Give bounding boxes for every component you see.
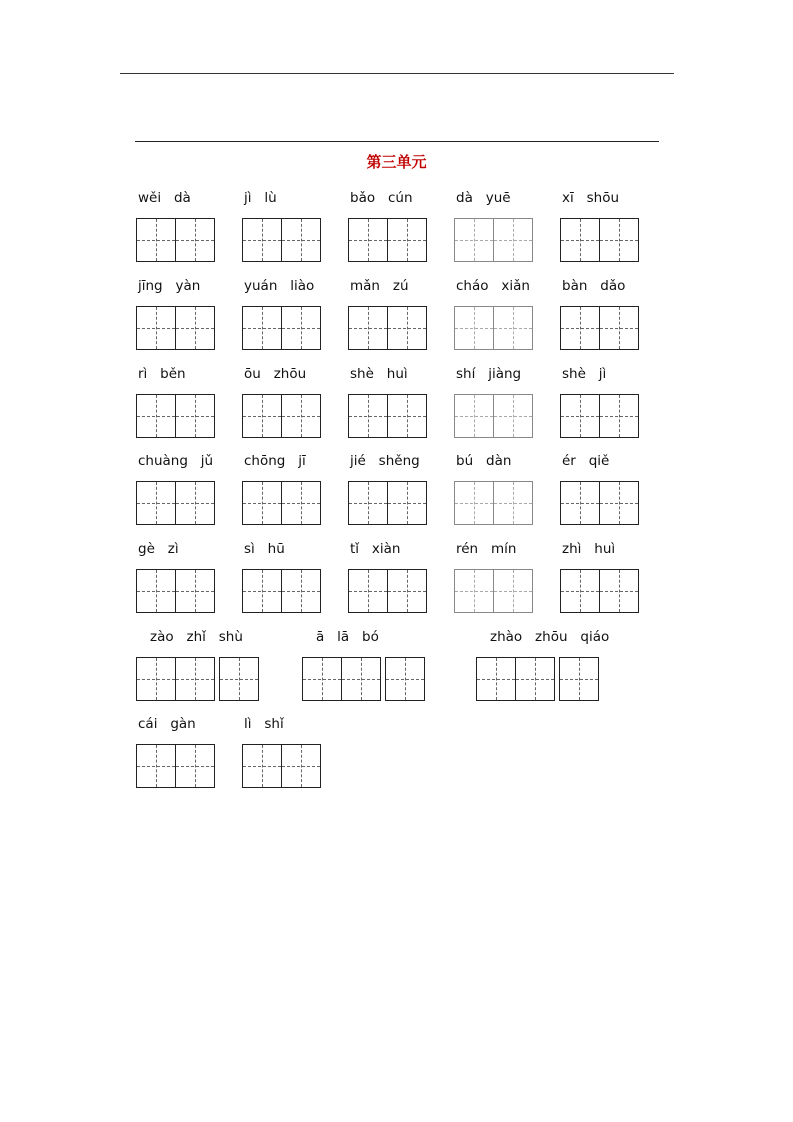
pinyin-label: rén mín bbox=[456, 541, 517, 557]
pinyin-label: bú dàn bbox=[456, 453, 512, 469]
tian-zi-box[interactable] bbox=[341, 657, 381, 701]
pinyin-label: tǐ xiàn bbox=[350, 541, 401, 557]
tian-zi-box[interactable] bbox=[242, 306, 282, 350]
pinyin-label: zhì huì bbox=[562, 541, 616, 557]
tian-zi-box[interactable] bbox=[493, 218, 533, 262]
character-boxes[interactable] bbox=[454, 481, 533, 525]
tian-zi-box[interactable] bbox=[387, 218, 427, 262]
tian-zi-box[interactable] bbox=[281, 394, 321, 438]
character-boxes[interactable] bbox=[560, 218, 639, 262]
tian-zi-box[interactable] bbox=[281, 744, 321, 788]
pinyin-label: lì shǐ bbox=[244, 716, 284, 732]
tian-zi-box[interactable] bbox=[242, 569, 282, 613]
character-boxes[interactable] bbox=[560, 481, 639, 525]
tian-zi-box[interactable] bbox=[219, 657, 259, 701]
pinyin-label: mǎn zú bbox=[350, 278, 409, 294]
tian-zi-box[interactable] bbox=[136, 394, 176, 438]
tian-zi-box[interactable] bbox=[302, 657, 342, 701]
tian-zi-box[interactable] bbox=[242, 481, 282, 525]
tian-zi-box[interactable] bbox=[387, 306, 427, 350]
pinyin-label: dà yuē bbox=[456, 190, 511, 206]
character-boxes[interactable] bbox=[136, 744, 215, 788]
tian-zi-box[interactable] bbox=[175, 657, 215, 701]
tian-zi-box[interactable] bbox=[493, 569, 533, 613]
character-boxes[interactable] bbox=[476, 657, 599, 701]
pinyin-label: shè huì bbox=[350, 366, 408, 382]
pinyin-label: yuán liào bbox=[244, 278, 315, 294]
tian-zi-box[interactable] bbox=[560, 569, 600, 613]
pinyin-label: gè zì bbox=[138, 541, 179, 557]
tian-zi-box[interactable] bbox=[242, 744, 282, 788]
character-boxes[interactable] bbox=[242, 218, 321, 262]
tian-zi-box[interactable] bbox=[515, 657, 555, 701]
tian-zi-box[interactable] bbox=[454, 569, 494, 613]
pinyin-label: shè jì bbox=[562, 366, 607, 382]
tian-zi-box[interactable] bbox=[281, 306, 321, 350]
pinyin-label: xī shōu bbox=[562, 190, 620, 206]
tian-zi-box[interactable] bbox=[348, 306, 388, 350]
tian-zi-box[interactable] bbox=[493, 306, 533, 350]
pinyin-label: jì lù bbox=[244, 190, 277, 206]
tian-zi-box[interactable] bbox=[281, 481, 321, 525]
pinyin-label: cái gàn bbox=[138, 716, 196, 732]
character-boxes[interactable] bbox=[560, 306, 639, 350]
tian-zi-box[interactable] bbox=[599, 394, 639, 438]
pinyin-label: sì hū bbox=[244, 541, 285, 557]
character-boxes[interactable] bbox=[302, 657, 425, 701]
character-boxes[interactable] bbox=[348, 569, 427, 613]
character-boxes[interactable] bbox=[136, 569, 215, 613]
character-boxes[interactable] bbox=[242, 569, 321, 613]
pinyin-label: jīng yàn bbox=[138, 278, 201, 294]
pinyin-label: ōu zhōu bbox=[244, 366, 307, 382]
tian-zi-box[interactable] bbox=[175, 394, 215, 438]
tian-zi-box[interactable] bbox=[599, 569, 639, 613]
character-boxes[interactable] bbox=[348, 481, 427, 525]
character-boxes[interactable] bbox=[348, 218, 427, 262]
tian-zi-box[interactable] bbox=[599, 218, 639, 262]
tian-zi-box[interactable] bbox=[493, 481, 533, 525]
tian-zi-box[interactable] bbox=[454, 394, 494, 438]
character-boxes[interactable] bbox=[242, 306, 321, 350]
character-boxes[interactable] bbox=[348, 394, 427, 438]
tian-zi-box[interactable] bbox=[560, 394, 600, 438]
tian-zi-box[interactable] bbox=[348, 218, 388, 262]
tian-zi-box[interactable] bbox=[281, 569, 321, 613]
tian-zi-box[interactable] bbox=[493, 394, 533, 438]
character-boxes[interactable] bbox=[242, 481, 321, 525]
tian-zi-box[interactable] bbox=[454, 306, 494, 350]
character-boxes[interactable] bbox=[136, 306, 215, 350]
tian-zi-box[interactable] bbox=[281, 218, 321, 262]
tian-zi-box[interactable] bbox=[559, 657, 599, 701]
tian-zi-box[interactable] bbox=[387, 394, 427, 438]
pinyin-label: wěi dà bbox=[138, 190, 191, 206]
tian-zi-box[interactable] bbox=[476, 657, 516, 701]
tian-zi-box[interactable] bbox=[599, 481, 639, 525]
tian-zi-box[interactable] bbox=[175, 306, 215, 350]
tian-zi-box[interactable] bbox=[560, 481, 600, 525]
character-boxes[interactable] bbox=[560, 394, 639, 438]
pinyin-label: zào zhǐ shù bbox=[150, 629, 243, 645]
tian-zi-box[interactable] bbox=[387, 481, 427, 525]
character-boxes[interactable] bbox=[454, 569, 533, 613]
character-boxes[interactable] bbox=[560, 569, 639, 613]
character-boxes[interactable] bbox=[136, 394, 215, 438]
tian-zi-box[interactable] bbox=[454, 218, 494, 262]
pinyin-label: chōng jī bbox=[244, 453, 306, 469]
character-boxes[interactable] bbox=[454, 394, 533, 438]
character-boxes[interactable] bbox=[454, 306, 533, 350]
character-boxes[interactable] bbox=[136, 657, 259, 701]
tian-zi-box[interactable] bbox=[175, 218, 215, 262]
tian-zi-box[interactable] bbox=[560, 306, 600, 350]
tian-zi-box[interactable] bbox=[175, 569, 215, 613]
page-title: 第三单元 bbox=[366, 153, 427, 171]
tian-zi-box[interactable] bbox=[242, 218, 282, 262]
pinyin-label: shí jiàng bbox=[456, 366, 522, 382]
tian-zi-box[interactable] bbox=[560, 218, 600, 262]
character-boxes[interactable] bbox=[348, 306, 427, 350]
pinyin-label: chuàng jǔ bbox=[138, 453, 214, 469]
pinyin-label: zhào zhōu qiáo bbox=[490, 629, 610, 645]
tian-zi-box[interactable] bbox=[348, 481, 388, 525]
tian-zi-box[interactable] bbox=[242, 394, 282, 438]
tian-zi-box[interactable] bbox=[136, 744, 176, 788]
pinyin-label: bǎo cún bbox=[350, 190, 413, 206]
tian-zi-box[interactable] bbox=[348, 569, 388, 613]
pinyin-label: ā lā bó bbox=[316, 629, 379, 645]
character-boxes[interactable] bbox=[242, 394, 321, 438]
tian-zi-box[interactable] bbox=[454, 481, 494, 525]
character-boxes[interactable] bbox=[136, 218, 215, 262]
pinyin-label: bàn dǎo bbox=[562, 278, 626, 294]
pinyin-label: cháo xiǎn bbox=[456, 278, 530, 294]
tian-zi-box[interactable] bbox=[175, 481, 215, 525]
tian-zi-box[interactable] bbox=[136, 569, 176, 613]
pinyin-label: rì běn bbox=[138, 366, 186, 382]
pinyin-label: ér qiě bbox=[562, 453, 610, 469]
tian-zi-box[interactable] bbox=[599, 306, 639, 350]
character-boxes[interactable] bbox=[136, 481, 215, 525]
tian-zi-box[interactable] bbox=[385, 657, 425, 701]
character-boxes[interactable] bbox=[242, 744, 321, 788]
tian-zi-box[interactable] bbox=[136, 481, 176, 525]
character-boxes[interactable] bbox=[454, 218, 533, 262]
tian-zi-box[interactable] bbox=[387, 569, 427, 613]
tian-zi-box[interactable] bbox=[136, 657, 176, 701]
pinyin-label: jié shěng bbox=[350, 453, 420, 469]
tian-zi-box[interactable] bbox=[136, 218, 176, 262]
tian-zi-box[interactable] bbox=[136, 306, 176, 350]
tian-zi-box[interactable] bbox=[175, 744, 215, 788]
tian-zi-box[interactable] bbox=[348, 394, 388, 438]
